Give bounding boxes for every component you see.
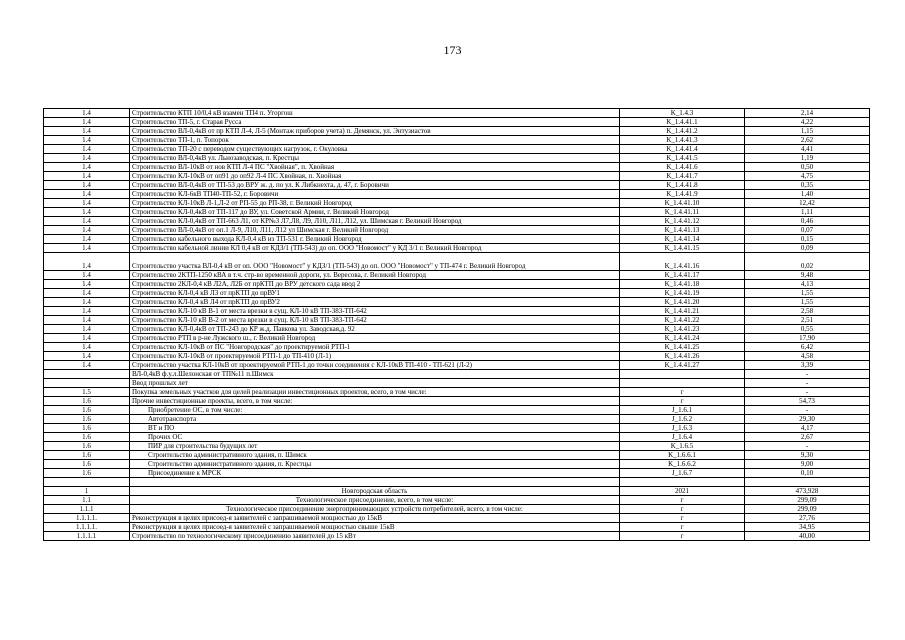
row-value-cell: 6,42 — [745, 343, 870, 352]
row-code-cell: г — [620, 496, 745, 505]
row-name-cell: Строительство ВЛ-10кВ от нов КТП Л-4 ПС "Хвойная", п. Хвойная — [130, 163, 620, 172]
row-value-cell: 0,15 — [745, 235, 870, 244]
table-row — [44, 118, 870, 127]
table-row — [44, 289, 870, 298]
row-number-cell: 1.4 — [44, 325, 130, 334]
row-code-cell: J_1.6.4 — [620, 433, 745, 442]
row-code-cell: K_1.4.41.18 — [620, 280, 745, 289]
row-name-cell: Технологическое присоединение энергопринимающих устройств потребителей, всего, в том числе: — [130, 505, 620, 514]
row-value-cell: 2,58 — [745, 307, 870, 316]
row-code-cell: 2021 — [620, 487, 745, 496]
row-value-cell: 1,55 — [745, 298, 870, 307]
row-name-cell: Строительство ВЛ-0,4кВ от ТП-53 до ВРУ ж. д. по ул. К Либкнехта, д. 47, г. Боровичи — [130, 181, 620, 190]
table-row — [44, 487, 870, 496]
row-number-cell: 1.1.1.1. — [44, 514, 130, 523]
row-name-cell: Строительство КЛ-0,4 кВ Л4 от прКТП до прВУ2 — [130, 298, 620, 307]
row-number-cell: 1.4 — [44, 316, 130, 325]
row-name-cell: Строительство участка ВЛ-0,4 кВ от оп. ООО "Новомост" у КДЗ/1 (ТП-543) до оп. ООО "Новомост" у ТП-474 г. Великий Новгород — [130, 253, 620, 271]
row-value-cell: 1,15 — [745, 127, 870, 136]
row-number-cell: 1.6 — [44, 442, 130, 451]
row-value-cell: 1,19 — [745, 154, 870, 163]
row-code-cell: K_1.4.41.1 — [620, 118, 745, 127]
row-name-cell: ПИР для строительства будущих лет — [130, 442, 620, 451]
table-row — [44, 433, 870, 442]
table-row — [44, 460, 870, 469]
table-row — [44, 379, 870, 388]
row-code-cell: K_1.4.41.8 — [620, 181, 745, 190]
row-code-cell: K_1.4.41.25 — [620, 343, 745, 352]
row-code-cell: K_1.4.41.10 — [620, 199, 745, 208]
table-row — [44, 280, 870, 289]
row-name-cell: Реконструкция в целях присоед-я заявителей с запрашиваемой мощностью до 15кВ — [130, 514, 620, 523]
row-value-cell: 299,09 — [745, 496, 870, 505]
row-number-cell: 1.4 — [44, 208, 130, 217]
row-value-cell: 17,90 — [745, 334, 870, 343]
table-row — [44, 442, 870, 451]
table-row — [44, 361, 870, 370]
row-number-cell: 1.4 — [44, 199, 130, 208]
table-row — [44, 469, 870, 478]
table-row — [44, 478, 870, 487]
row-code-cell — [620, 379, 745, 388]
row-code-cell: г — [620, 514, 745, 523]
table-row — [44, 253, 870, 271]
row-number-cell: 1.1.1.1. — [44, 523, 130, 532]
row-value-cell: - — [745, 406, 870, 415]
row-number-cell — [44, 478, 130, 487]
row-number-cell: 1.4 — [44, 280, 130, 289]
row-number-cell: 1.6 — [44, 451, 130, 460]
row-value-cell: 1,11 — [745, 208, 870, 217]
row-name-cell: Присоединение к МРСК — [130, 469, 620, 478]
row-number-cell: 1.6 — [44, 469, 130, 478]
table-row — [44, 388, 870, 397]
row-number-cell: 1.5 — [44, 388, 130, 397]
row-value-cell: 54,73 — [745, 397, 870, 406]
row-value-cell: 2,14 — [745, 109, 870, 118]
row-number-cell: 1.6 — [44, 424, 130, 433]
row-number-cell: 1.4 — [44, 271, 130, 280]
row-name-cell: Строительство КТП 10/0,4 кВ взамен ТП4 п. Угоргош — [130, 109, 620, 118]
row-value-cell: 4,75 — [745, 172, 870, 181]
table-row — [44, 343, 870, 352]
row-code-cell: J_1.6.2 — [620, 415, 745, 424]
table-row — [44, 226, 870, 235]
row-code-cell: K_1.4.41.5 — [620, 154, 745, 163]
row-code-cell: J_1.6.1 — [620, 406, 745, 415]
row-value-cell: 29,30 — [745, 415, 870, 424]
row-name-cell: Строительство кабельной линии КЛ 0,4 кВ от КДЗ/1 (ТП-543) до оп. ООО "Новомост" у КД 3/1 г. Великий Новгород — [130, 244, 620, 253]
row-code-cell: K_1.4.41.27 — [620, 361, 745, 370]
table-row — [44, 127, 870, 136]
row-name-cell: Строительство ТП-20 с переводом существующих нагрузок, г. Окуловка — [130, 145, 620, 154]
row-number-cell — [44, 379, 130, 388]
row-name-cell: Строительство ТП-1, п. Топорок — [130, 136, 620, 145]
row-name-cell: Покупка земельных участков для целей реализации инвестиционных проектов, всего, в том числе: — [130, 388, 620, 397]
table-row — [44, 109, 870, 118]
row-code-cell — [620, 370, 745, 379]
row-number-cell: 1.1.1 — [44, 505, 130, 514]
row-number-cell: 1.4 — [44, 217, 130, 226]
table-row — [44, 451, 870, 460]
row-value-cell — [745, 478, 870, 487]
row-number-cell: 1.4 — [44, 172, 130, 181]
row-number-cell: 1.4 — [44, 289, 130, 298]
row-name-cell: Строительство ВЛ-0,4кВ от оп.1 Л-9, Л10, Л11, Л12 ул Шимская г. Великий Новгород — [130, 226, 620, 235]
row-code-cell: K_1.4.41.15 — [620, 244, 745, 253]
table-row — [44, 397, 870, 406]
investment-table — [43, 108, 870, 541]
row-name-cell: Строительство участка КЛ-10кВ от проектируемой РТП-1 до точки соединения с КЛ-10кВ ТП-410 - ТП-621 (Л-2) — [130, 361, 620, 370]
row-value-cell: 3,39 — [745, 361, 870, 370]
table-row — [44, 424, 870, 433]
table-row — [44, 163, 870, 172]
row-name-cell — [130, 478, 620, 487]
row-code-cell: K_1.4.41.24 — [620, 334, 745, 343]
row-number-cell: 1.4 — [44, 253, 130, 271]
row-value-cell: 1,40 — [745, 190, 870, 199]
table-row — [44, 190, 870, 199]
row-value-cell: 4,41 — [745, 145, 870, 154]
row-number-cell: 1.4 — [44, 361, 130, 370]
row-code-cell: K_1.4.41.3 — [620, 136, 745, 145]
row-value-cell: 0,10 — [745, 469, 870, 478]
row-code-cell: K_1.4.41.13 — [620, 226, 745, 235]
row-code-cell: K_1.6.5 — [620, 442, 745, 451]
row-number-cell: 1.4 — [44, 244, 130, 253]
row-code-cell: г — [620, 397, 745, 406]
row-code-cell: K_1.4.41.6 — [620, 163, 745, 172]
row-name-cell: Строительство административного здания, п. Крестцы — [130, 460, 620, 469]
table-row — [44, 271, 870, 280]
row-value-cell: 0,50 — [745, 163, 870, 172]
row-number-cell: 1.1.1.1 — [44, 532, 130, 541]
row-name-cell: Строительство КЛ-0,4кВ от ТП-243 до КР ж.д. Павкова ул. Заводская,д. 92 — [130, 325, 620, 334]
row-code-cell: г — [620, 505, 745, 514]
row-number-cell: 1.4 — [44, 163, 130, 172]
row-code-cell: K_1.4.41.26 — [620, 352, 745, 361]
row-number-cell: 1.4 — [44, 307, 130, 316]
row-number-cell: 1.4 — [44, 190, 130, 199]
row-code-cell: K_1.4.41.17 — [620, 271, 745, 280]
row-name-cell: Ввод прошлых лет — [130, 379, 620, 388]
table-row — [44, 532, 870, 541]
table-row — [44, 172, 870, 181]
row-name-cell: Автотранспорта — [130, 415, 620, 424]
row-value-cell: 473,928 — [745, 487, 870, 496]
row-number-cell: 1.6 — [44, 433, 130, 442]
page-number: 173 — [443, 43, 462, 57]
row-name-cell: Строительство КЛ-6кВ ТП40-ТП-52, г. Боровичи — [130, 190, 620, 199]
table-row — [44, 352, 870, 361]
table-row — [44, 145, 870, 154]
row-number-cell — [44, 370, 130, 379]
row-code-cell: K_1.4.41.7 — [620, 172, 745, 181]
table-row — [44, 298, 870, 307]
row-code-cell: K_1.4.41.16 — [620, 253, 745, 271]
row-code-cell — [620, 478, 745, 487]
row-code-cell: K_1.4.41.20 — [620, 298, 745, 307]
row-name-cell: Строительство КЛ-0,4кВ от ТП-117 до ВУ, ул. Советской Армии, г. Великий Новгород — [130, 208, 620, 217]
table-row — [44, 136, 870, 145]
row-name-cell: Строительство ВЛ-0,4кВ ул. Льнозаводская, п. Крестцы — [130, 154, 620, 163]
row-code-cell: K_1.4.41.21 — [620, 307, 745, 316]
row-code-cell: г — [620, 388, 745, 397]
table-row — [44, 370, 870, 379]
row-code-cell: J_1.6.3 — [620, 424, 745, 433]
row-code-cell: K_1.4.41.9 — [620, 190, 745, 199]
row-value-cell: - — [745, 388, 870, 397]
row-value-cell: 4,22 — [745, 118, 870, 127]
row-code-cell: K_1.6.6.2 — [620, 460, 745, 469]
row-number-cell: 1.4 — [44, 334, 130, 343]
row-value-cell: 4,13 — [745, 280, 870, 289]
table-row — [44, 217, 870, 226]
table-row — [44, 199, 870, 208]
row-name-cell: ВТ и ПО — [130, 424, 620, 433]
row-name-cell: Строительство КЛ-0,4кВ от ТП-663 Л1, от КР№3 Л7,Л8, Л9, Л10, Л11, Л12, ул. Шимская г. Великий Новгород — [130, 217, 620, 226]
row-value-cell: 0,02 — [745, 253, 870, 271]
row-name-cell: Строительство по технологическому присоединению заявителей до 15 кВт — [130, 532, 620, 541]
table-row — [44, 496, 870, 505]
row-code-cell: K_1.4.41.4 — [620, 145, 745, 154]
table-row — [44, 307, 870, 316]
row-number-cell: 1.6 — [44, 406, 130, 415]
table-row — [44, 208, 870, 217]
table-row — [44, 505, 870, 514]
row-number-cell: 1 — [44, 487, 130, 496]
table-row — [44, 514, 870, 523]
row-value-cell: 40,00 — [745, 532, 870, 541]
row-code-cell: г — [620, 532, 745, 541]
row-code-cell: K_1.4.41.14 — [620, 235, 745, 244]
row-code-cell: K_1.4.3 — [620, 109, 745, 118]
row-value-cell: 1,55 — [745, 289, 870, 298]
row-name-cell: Строительство административного здания, п. Шимск — [130, 451, 620, 460]
row-code-cell: г — [620, 523, 745, 532]
row-code-cell: J_1.6.7 — [620, 469, 745, 478]
row-number-cell: 1.4 — [44, 127, 130, 136]
row-name-cell: Новгородская область — [130, 487, 620, 496]
row-value-cell: 2,51 — [745, 316, 870, 325]
row-number-cell: 1.4 — [44, 154, 130, 163]
row-value-cell: 0,07 — [745, 226, 870, 235]
row-name-cell: Строительство кабельного выхода КЛ-0,4 кВ из ТП-531 г. Великий Новгород — [130, 235, 620, 244]
row-code-cell: K_1.4.41.23 — [620, 325, 745, 334]
table-row — [44, 181, 870, 190]
row-name-cell: Строительство КЛ-10кВ от проектируемой РТП-1 до ТП-410 (Л-1) — [130, 352, 620, 361]
row-number-cell: 1.4 — [44, 109, 130, 118]
row-code-cell: K_1.4.41.19 — [620, 289, 745, 298]
row-value-cell: 12,42 — [745, 199, 870, 208]
row-value-cell: 9,00 — [745, 460, 870, 469]
table-row — [44, 316, 870, 325]
row-number-cell: 1.1 — [44, 496, 130, 505]
row-name-cell: Строительство 2КТП-1250 кВА в т.ч. стр-во временной дороги, ул. Вересова, г. Великий Новгород — [130, 271, 620, 280]
row-code-cell: K_1.4.41.2 — [620, 127, 745, 136]
row-value-cell: 0,09 — [745, 244, 870, 253]
row-value-cell: 0,55 — [745, 325, 870, 334]
table-body — [44, 109, 870, 541]
row-number-cell: 1.4 — [44, 181, 130, 190]
row-name-cell: Строительство КЛ-10кВ от ПС "Новгородская" до проектируемой РТП-1 — [130, 343, 620, 352]
table-row — [44, 523, 870, 532]
row-value-cell: 34,95 — [745, 523, 870, 532]
table-row — [44, 244, 870, 253]
table-row — [44, 334, 870, 343]
table-row — [44, 406, 870, 415]
row-name-cell: Прочие инвестиционные проекты, всего, в том числе: — [130, 397, 620, 406]
table-row — [44, 235, 870, 244]
row-value-cell: - — [745, 379, 870, 388]
row-code-cell: K_1.4.41.11 — [620, 208, 745, 217]
row-number-cell: 1.4 — [44, 145, 130, 154]
row-number-cell: 1.4 — [44, 235, 130, 244]
row-name-cell: Строительство КЛ-0,4 кВ Л3 от прКТП до прВУ1 — [130, 289, 620, 298]
row-code-cell: K_1.6.6.1 — [620, 451, 745, 460]
row-name-cell: ВЛ-0,4кВ ф.у.л.Шелонская от ТП№11 п.Шимск — [130, 370, 620, 379]
row-value-cell: 9,48 — [745, 271, 870, 280]
row-code-cell: K_1.4.41.22 — [620, 316, 745, 325]
table-row — [44, 415, 870, 424]
row-value-cell: 0,46 — [745, 217, 870, 226]
row-name-cell: Строительство 2КЛ-0,4 кВ Л2А, Л2Б от прКТП до ВРУ детского сада ввод 2 — [130, 280, 620, 289]
row-number-cell: 1.6 — [44, 397, 130, 406]
row-code-cell: K_1.4.41.12 — [620, 217, 745, 226]
row-value-cell: 27,76 — [745, 514, 870, 523]
row-value-cell: 9,30 — [745, 451, 870, 460]
row-number-cell: 1.6 — [44, 460, 130, 469]
row-number-cell: 1.4 — [44, 136, 130, 145]
row-name-cell: Строительство КЛ-10кВ Л-1,Л-2 от РП-55 до РП-38, г. Великий Новгород — [130, 199, 620, 208]
row-name-cell: Строительство КЛ-10 кВ В-2 от места врезки в сущ. КЛ-10 кВ ТП-383-ТП-642 — [130, 316, 620, 325]
row-name-cell: Строительство КЛ-10кВ от оп91 до оп92 Л-4 ПС Хвойная, п. Хвойная — [130, 172, 620, 181]
row-name-cell: Строительство ТП-5, г. Старая Русса — [130, 118, 620, 127]
row-number-cell: 1.4 — [44, 298, 130, 307]
row-value-cell: 2,62 — [745, 136, 870, 145]
row-value-cell: 299,09 — [745, 505, 870, 514]
row-value-cell: - — [745, 370, 870, 379]
row-name-cell: Прочих ОС — [130, 433, 620, 442]
row-value-cell: 2,67 — [745, 433, 870, 442]
row-value-cell: - — [745, 442, 870, 451]
row-value-cell: 0,35 — [745, 181, 870, 190]
row-name-cell: Строительство РТП в р-не Лужского ш., г. Великий Новгород — [130, 334, 620, 343]
row-name-cell: Строительство ВЛ-0,4кВ от пр КТП Л-4, Л-5 (Монтаж приборов учета) п. Демянск, ул. Энтузиастов — [130, 127, 620, 136]
table-row — [44, 154, 870, 163]
row-number-cell: 1.4 — [44, 352, 130, 361]
row-value-cell: 4,17 — [745, 424, 870, 433]
row-name-cell: Строительство КЛ-10 кВ В-1 от места врезки в сущ. КЛ-10 кВ ТП-383-ТП-642 — [130, 307, 620, 316]
table-row — [44, 325, 870, 334]
row-name-cell: Реконструкция в целях присоед-я заявителей с запрашиваемой мощностью свыше 15кВ — [130, 523, 620, 532]
row-name-cell: Технологическое присоединение, всего, в том числе: — [130, 496, 620, 505]
row-number-cell: 1.4 — [44, 226, 130, 235]
row-number-cell: 1.4 — [44, 343, 130, 352]
row-name-cell: Приобретение ОС, в том числе: — [130, 406, 620, 415]
row-number-cell: 1.6 — [44, 415, 130, 424]
row-number-cell: 1.4 — [44, 118, 130, 127]
row-value-cell: 4,58 — [745, 352, 870, 361]
